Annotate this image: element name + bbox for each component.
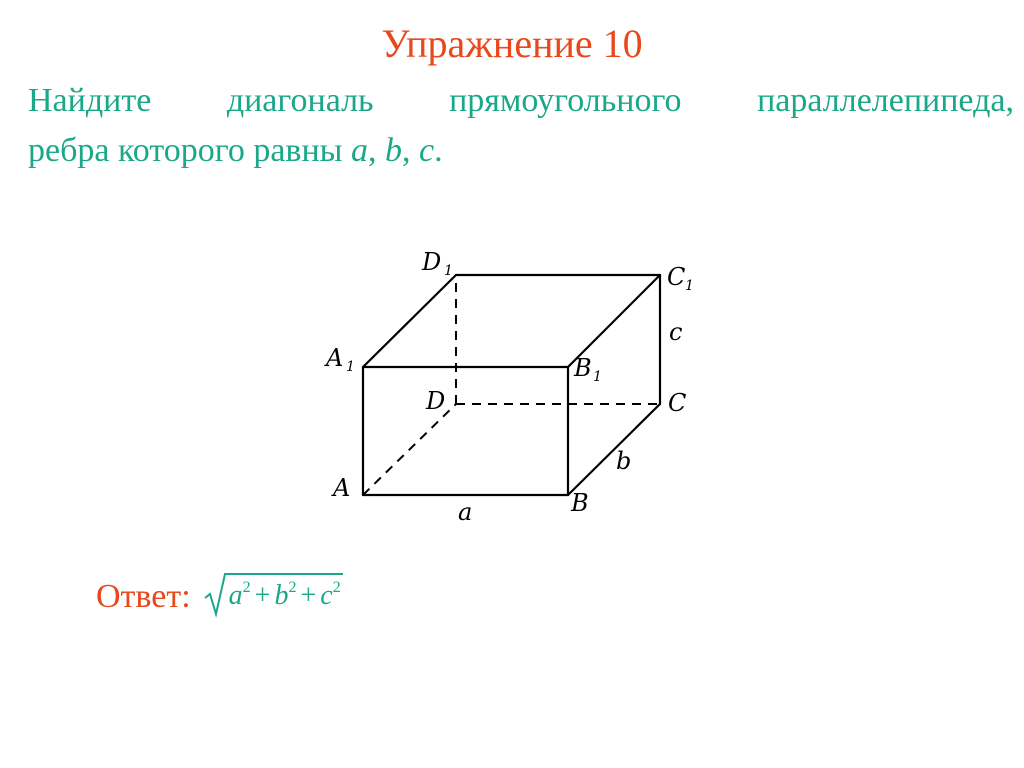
formula-operator: + — [300, 580, 317, 611]
vertex-label-b1: B — [574, 354, 592, 382]
formula-base: b — [274, 580, 289, 611]
answer-formula — [203, 570, 343, 618]
edge-label-a: a — [458, 498, 473, 526]
answer-label: Ответ: — [96, 578, 191, 615]
task-word: прямоугольного — [449, 82, 682, 119]
task-word: параллелепипеда, — [757, 82, 1014, 119]
task-word: Найдите — [28, 82, 152, 119]
edge-a1d1 — [363, 275, 456, 367]
task-separator: , — [368, 132, 386, 169]
task-separator: , — [402, 132, 420, 169]
vertex-subscript-c1: 1 — [685, 278, 694, 294]
formula-exponent: 2 — [332, 579, 341, 596]
vertex-subscript-a1: 1 — [346, 359, 355, 375]
task-prefix: ребра которого равны — [28, 132, 352, 169]
radicand — [227, 573, 343, 615]
formula-base: a — [228, 580, 243, 611]
task-var-c: c — [419, 132, 435, 169]
task-var-b: b — [385, 132, 403, 169]
edge-bc — [568, 404, 660, 495]
vertex-subscript-d1: 1 — [444, 263, 453, 279]
square-root-sign — [203, 570, 227, 618]
vertex-subscript-b1: 1 — [593, 369, 602, 385]
task-end: . — [434, 132, 443, 169]
hidden-edge-ad — [363, 404, 456, 495]
task-var-a: a — [351, 132, 369, 169]
answer — [96, 570, 343, 630]
vertex-label-b: B — [571, 489, 589, 517]
formula-base: c — [320, 580, 333, 611]
vertex-label-d1: D — [422, 248, 442, 276]
vertex-label-c: C — [668, 389, 687, 417]
vertex-label-c1: C — [667, 263, 686, 291]
formula-exponent: 2 — [288, 579, 297, 596]
edge-label-b: b — [616, 447, 632, 475]
vertex-label-a1: A — [326, 344, 344, 372]
task-word: диагональ — [226, 82, 374, 119]
slide-title: Упражнение 10 — [381, 21, 643, 66]
vertex-label-d: D — [426, 387, 446, 415]
edge-label-c: c — [669, 318, 683, 346]
formula-operator: + — [254, 580, 271, 611]
formula-exponent: 2 — [242, 579, 251, 596]
vertex-label-a: A — [333, 474, 351, 502]
